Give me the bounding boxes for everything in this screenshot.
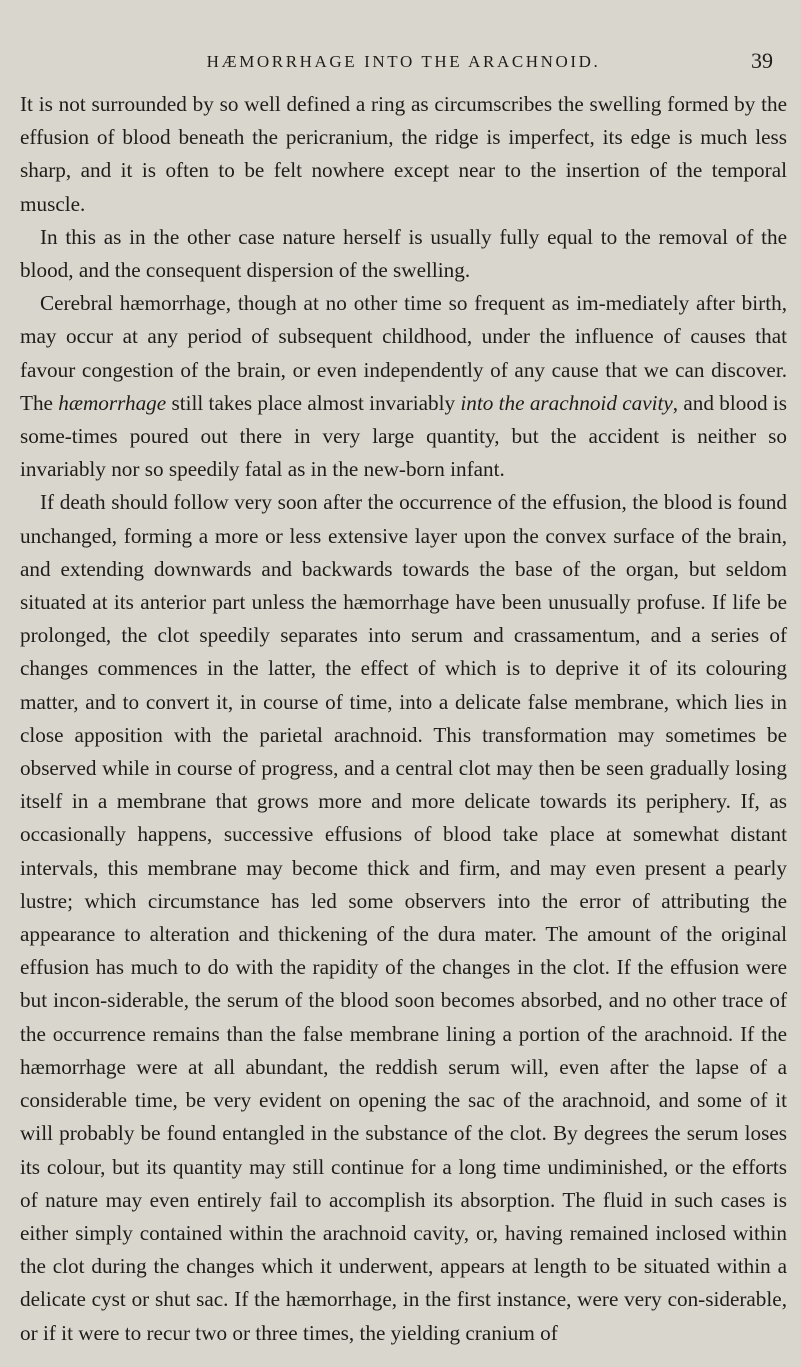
- paragraph-3: [20, 287, 787, 486]
- body-text: [20, 88, 787, 1350]
- page-number: 39: [751, 48, 773, 73]
- italic-arachnoid-cavity: into the arachnoid cavity: [460, 390, 673, 415]
- paragraph-3-text-a: Cerebral hæmorrhage, though at no other time so frequent as im-mediately after birth, may occur at any period of subsequent childhood, under the influence of causes that favour congestion of the brain, or even independently of any cause that we can discover. The: [20, 291, 787, 415]
- paragraph-4: If death should follow very soon after the occurrence of the effusion, the blood is found unchanged, forming a more or less extensive layer upon the convex surface of the brain, and extending downwards and backwards towards the base of the organ, but seldom situated at its anterior part unless the hæmorrhage have been unusually profuse. If life be prolonged, the clot speedily separates into serum and crassamentum, and a series of changes commences in the latter, the effect of which is to deprive it of its colouring matter, and to convert it, in course of time, into a delicate false membrane, which lies in close apposition with the parietal arachnoid. This transformation may sometimes be observed while in course of progress, and a central clot may then be seen gradually losing itself in a membrane that grows more and more delicate towards its periphery. If, as occasionally happens, successive effusions of blood take place at somewhat distant intervals, this membrane may become thick and firm, and may even present a pearly lustre; which circumstance has led some observers into the error of attributing the appearance to alteration and thickening of the dura mater. The amount of the original effusion has much to do with the rapidity of the changes in the clot. If the effusion were but incon-siderable, the serum of the blood soon becomes absorbed, and no other trace of the occurrence remains than the false membrane lining a portion of the arachnoid. If the hæmorrhage were at all abundant, the reddish serum will, even after the lapse of a considerable time, be very evident on opening the sac of the arachnoid, and some of it will probably be found entangled in the substance of the clot. By degrees the serum loses its colour, but its quantity may still continue for a long time undiminished, or the efforts of nature may even entirely fail to accomplish its absorption. The fluid in such cases is either simply contained within the arachnoid cavity, or, having remained inclosed within the clot during the changes which it underwent, appears at length to be situated within a delicate cyst or shut sac. If the hæmorrhage, in the first instance, were very con-siderable, or if it were to recur two or three times, the yielding cranium of: [20, 490, 787, 1345]
- paragraph-1: It is not surrounded by so well defined a ring as circumscribes the swelling formed by the effusion of blood beneath the pericranium, the ridge is imperfect, its edge is much less sharp, and it is often to be felt nowhere except near to the insertion of the temporal muscle.: [20, 92, 787, 216]
- paragraph-3-text-b: still takes place almost invariably: [166, 390, 461, 415]
- running-title: HÆMORRHAGE INTO THE ARACHNOID.: [206, 52, 601, 71]
- paragraph-3-text-c: , and blood is some-times poured out there in very large quantity, but the accident is neither so invariably nor so speedily fatal as in the new-born infant.: [20, 390, 787, 482]
- paragraph-2: In this as in the other case nature herself is usually fully equal to the removal of the blood, and the consequent dispersion of the swelling.: [20, 224, 787, 283]
- running-head: [20, 44, 787, 78]
- italic-haemorrhage: hæmorrhage: [58, 390, 167, 415]
